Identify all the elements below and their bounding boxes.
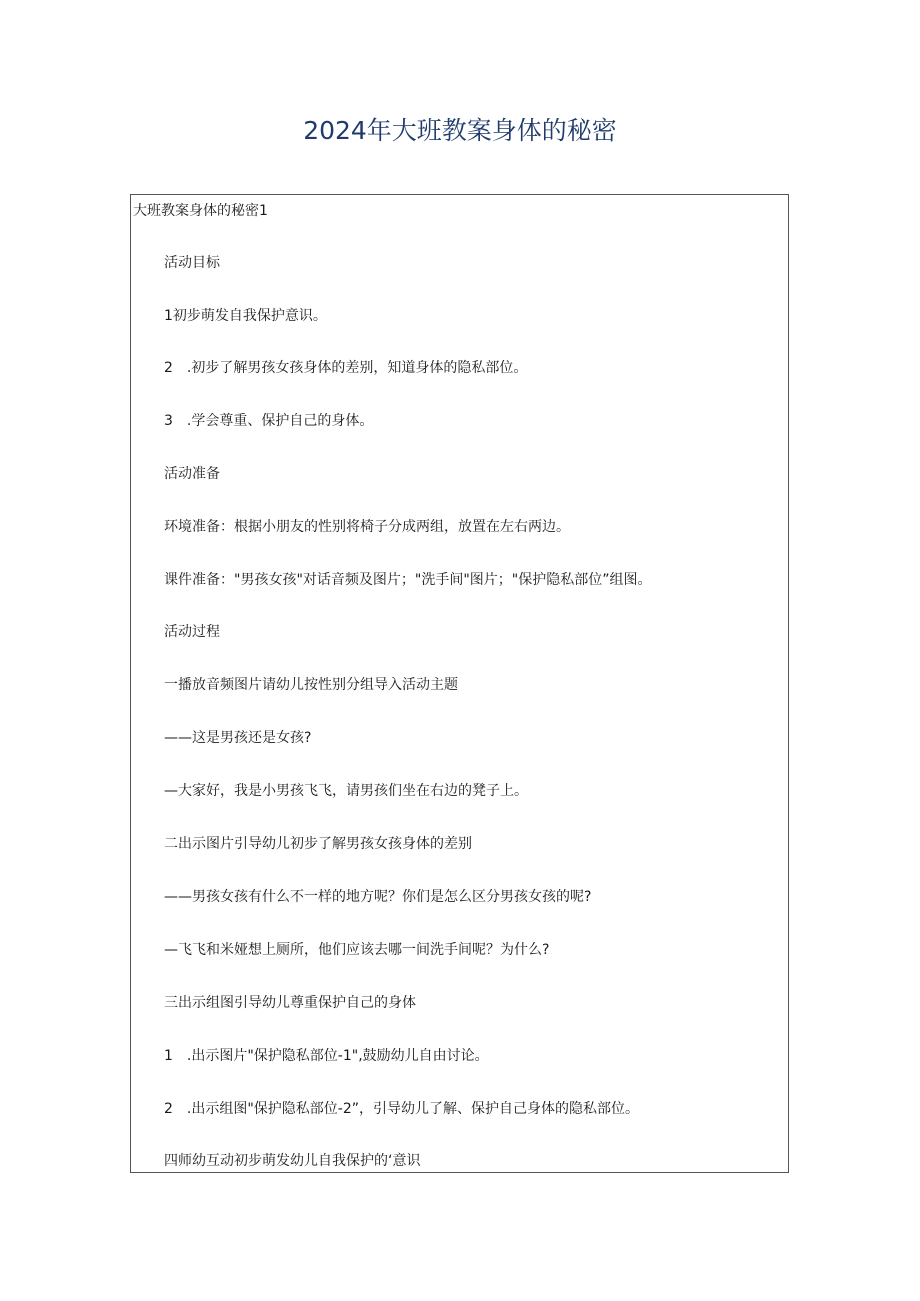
paragraph-line: —飞飞和米娅想上厕所，他们应该去哪一间洗手间呢？为什么? (164, 942, 550, 958)
paragraph-line: 一播放音频图片请幼儿按性别分组导入活动主题 (164, 677, 458, 693)
paragraph-line: —大家好，我是小男孩飞飞，请男孩们坐在右边的凳子上。 (164, 783, 528, 799)
paragraph-line: 三出示组图引导幼儿尊重保护自己的身体 (164, 995, 416, 1011)
paragraph-line: 课件准备："男孩女孩"对话音频及图片；"洗手间"图片；"保护隐私部位”组图。 (164, 572, 652, 588)
paragraph-line: 2 .出示组图"保护隐私部位-2”，引导幼儿了解、保护自己身体的隐私部位。 (164, 1101, 640, 1117)
paragraph-line: 活动准备 (164, 466, 220, 482)
paragraph-line: 四师幼互动初步萌发幼儿自我保护的‘意识 (164, 1153, 421, 1169)
paragraph-line: 环境准备：根据小朋友的性别将椅子分成两组，放置在左右两边。 (164, 519, 570, 535)
paragraph-line: ——男孩女孩有什么不一样的地方呢？你们是怎么区分男孩女孩的呢? (164, 889, 592, 905)
document-title: 2024年大班教案身体的秘密 (303, 116, 617, 145)
section-heading: 大班教案身体的秘密1 (133, 203, 268, 219)
paragraph-line: ——这是男孩还是女孩? (164, 730, 312, 746)
paragraph-line: 二出示图片引导幼儿初步了解男孩女孩身体的差别 (164, 836, 472, 852)
paragraph-line: 2 .初步了解男孩女孩身体的差别，知道身体的隐私部位。 (164, 360, 528, 376)
paragraph-line: 活动过程 (164, 624, 220, 640)
paragraph-line: 1初步萌发自我保护意识。 (164, 308, 327, 324)
content-box (130, 194, 789, 1173)
paragraph-line: 3 .学会尊重、保护自己的身体。 (164, 413, 374, 429)
paragraph-line: 1 .出示图片"保护隐私部位-1",鼓励幼儿自由讨论。 (164, 1048, 489, 1064)
paragraph-line: 活动目标 (164, 255, 220, 271)
